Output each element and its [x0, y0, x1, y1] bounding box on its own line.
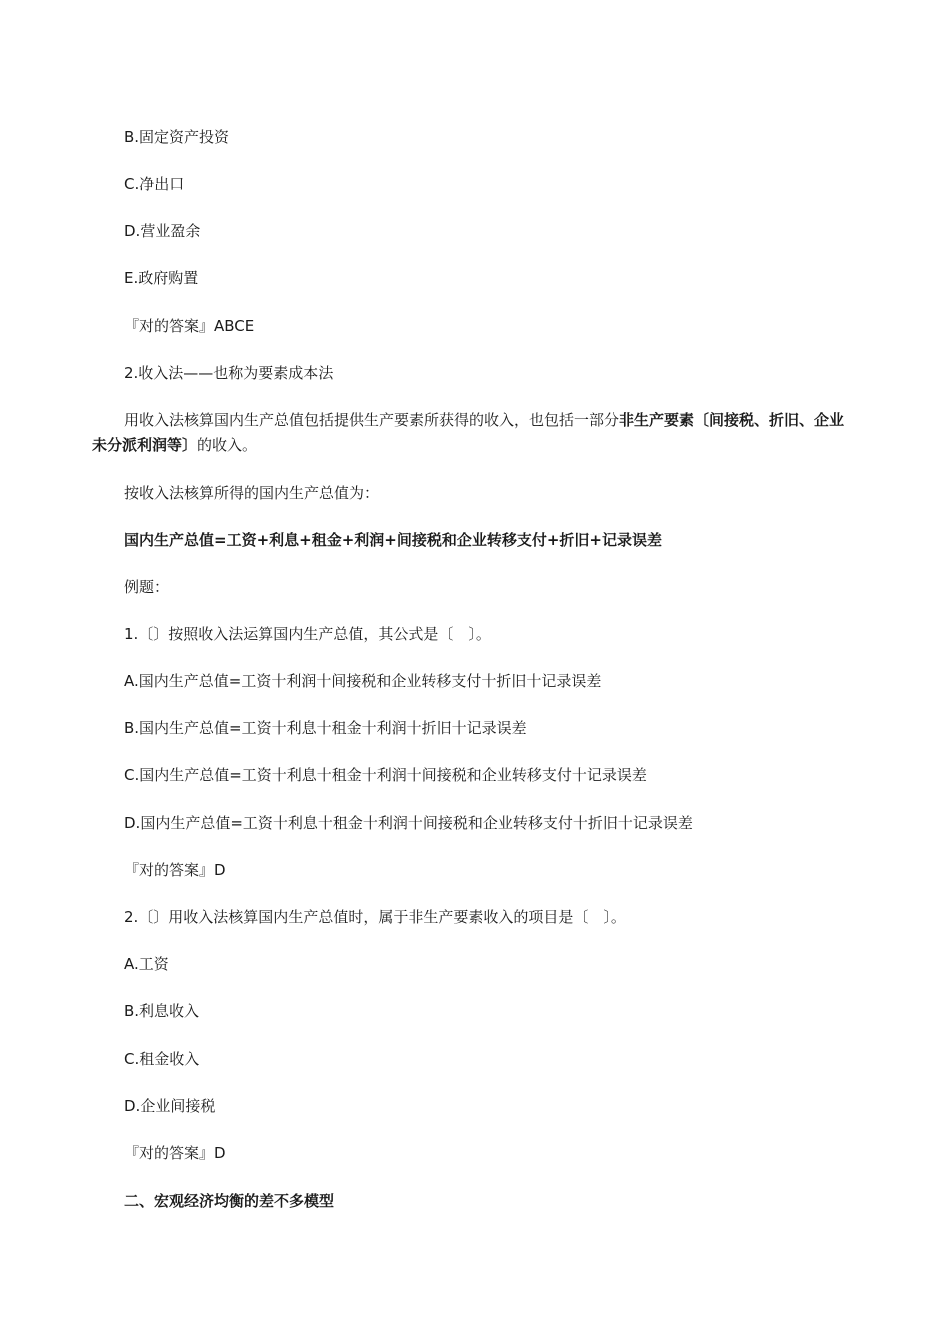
gdp-formula: 国内生产总值=工资+利息+租金+利润+间接税和企业转移支付+折旧+记录误差 — [124, 531, 662, 549]
question-1: 1.〔〕按照收入法运算国内生产总值，其公式是〔 〕。 — [124, 625, 491, 643]
question-1-option-b: B.国内生产总值=工资十利息十租金十利润十折旧十记录误差 — [124, 719, 527, 737]
paragraph-text-bold: 非生产要素〔间接税、折旧、企业未分派利润等〕 — [92, 411, 845, 454]
option-e-government-purchase: E.政府购置 — [124, 269, 199, 287]
question-2-option-c: C.租金收入 — [124, 1050, 200, 1068]
question-1-option-c: C.国内生产总值=工资十利息十租金十利润十间接税和企业转移支付十记录误差 — [124, 766, 647, 784]
section-heading: 二、宏观经济均衡的差不多模型 — [124, 1192, 335, 1210]
income-method-paragraph — [92, 408, 852, 458]
income-method-heading: 2.收入法——也称为要素成本法 — [124, 364, 334, 382]
question-1-option-a: A.国内生产总值=工资十利润十间接税和企业转移支付十折旧十记录误差 — [124, 672, 602, 690]
formula-lead: 按收入法核算所得的国内生产总值为： — [124, 484, 380, 502]
question-2: 2.〔〕用收入法核算国内生产总值时，属于非生产要素收入的项目是〔 〕。 — [124, 908, 626, 926]
paragraph-text-b: 的收入。 — [197, 436, 258, 454]
option-c-net-export: C.净出口 — [124, 175, 185, 193]
answer-question-1: 『对的答案』D — [124, 861, 226, 879]
question-1-option-d: D.国内生产总值=工资十利息十租金十利润十间接税和企业转移支付十折旧十记录误差 — [124, 814, 693, 832]
paragraph-text-a: 用收入法核算国内生产总值包括提供生产要素所获得的收入，也包括一部分 — [124, 411, 620, 429]
answer-question-2: 『对的答案』D — [124, 1144, 226, 1162]
example-label: 例题： — [124, 578, 170, 596]
option-b-fixed-investment: B.固定资产投资 — [124, 128, 230, 146]
question-2-option-b: B.利息收入 — [124, 1002, 200, 1020]
option-d-operating-surplus: D.营业盈余 — [124, 222, 201, 240]
answer-1: 『对的答案』ABCE — [124, 317, 255, 335]
question-2-option-d: D.企业间接税 — [124, 1097, 216, 1115]
question-2-option-a: A.工资 — [124, 955, 169, 973]
